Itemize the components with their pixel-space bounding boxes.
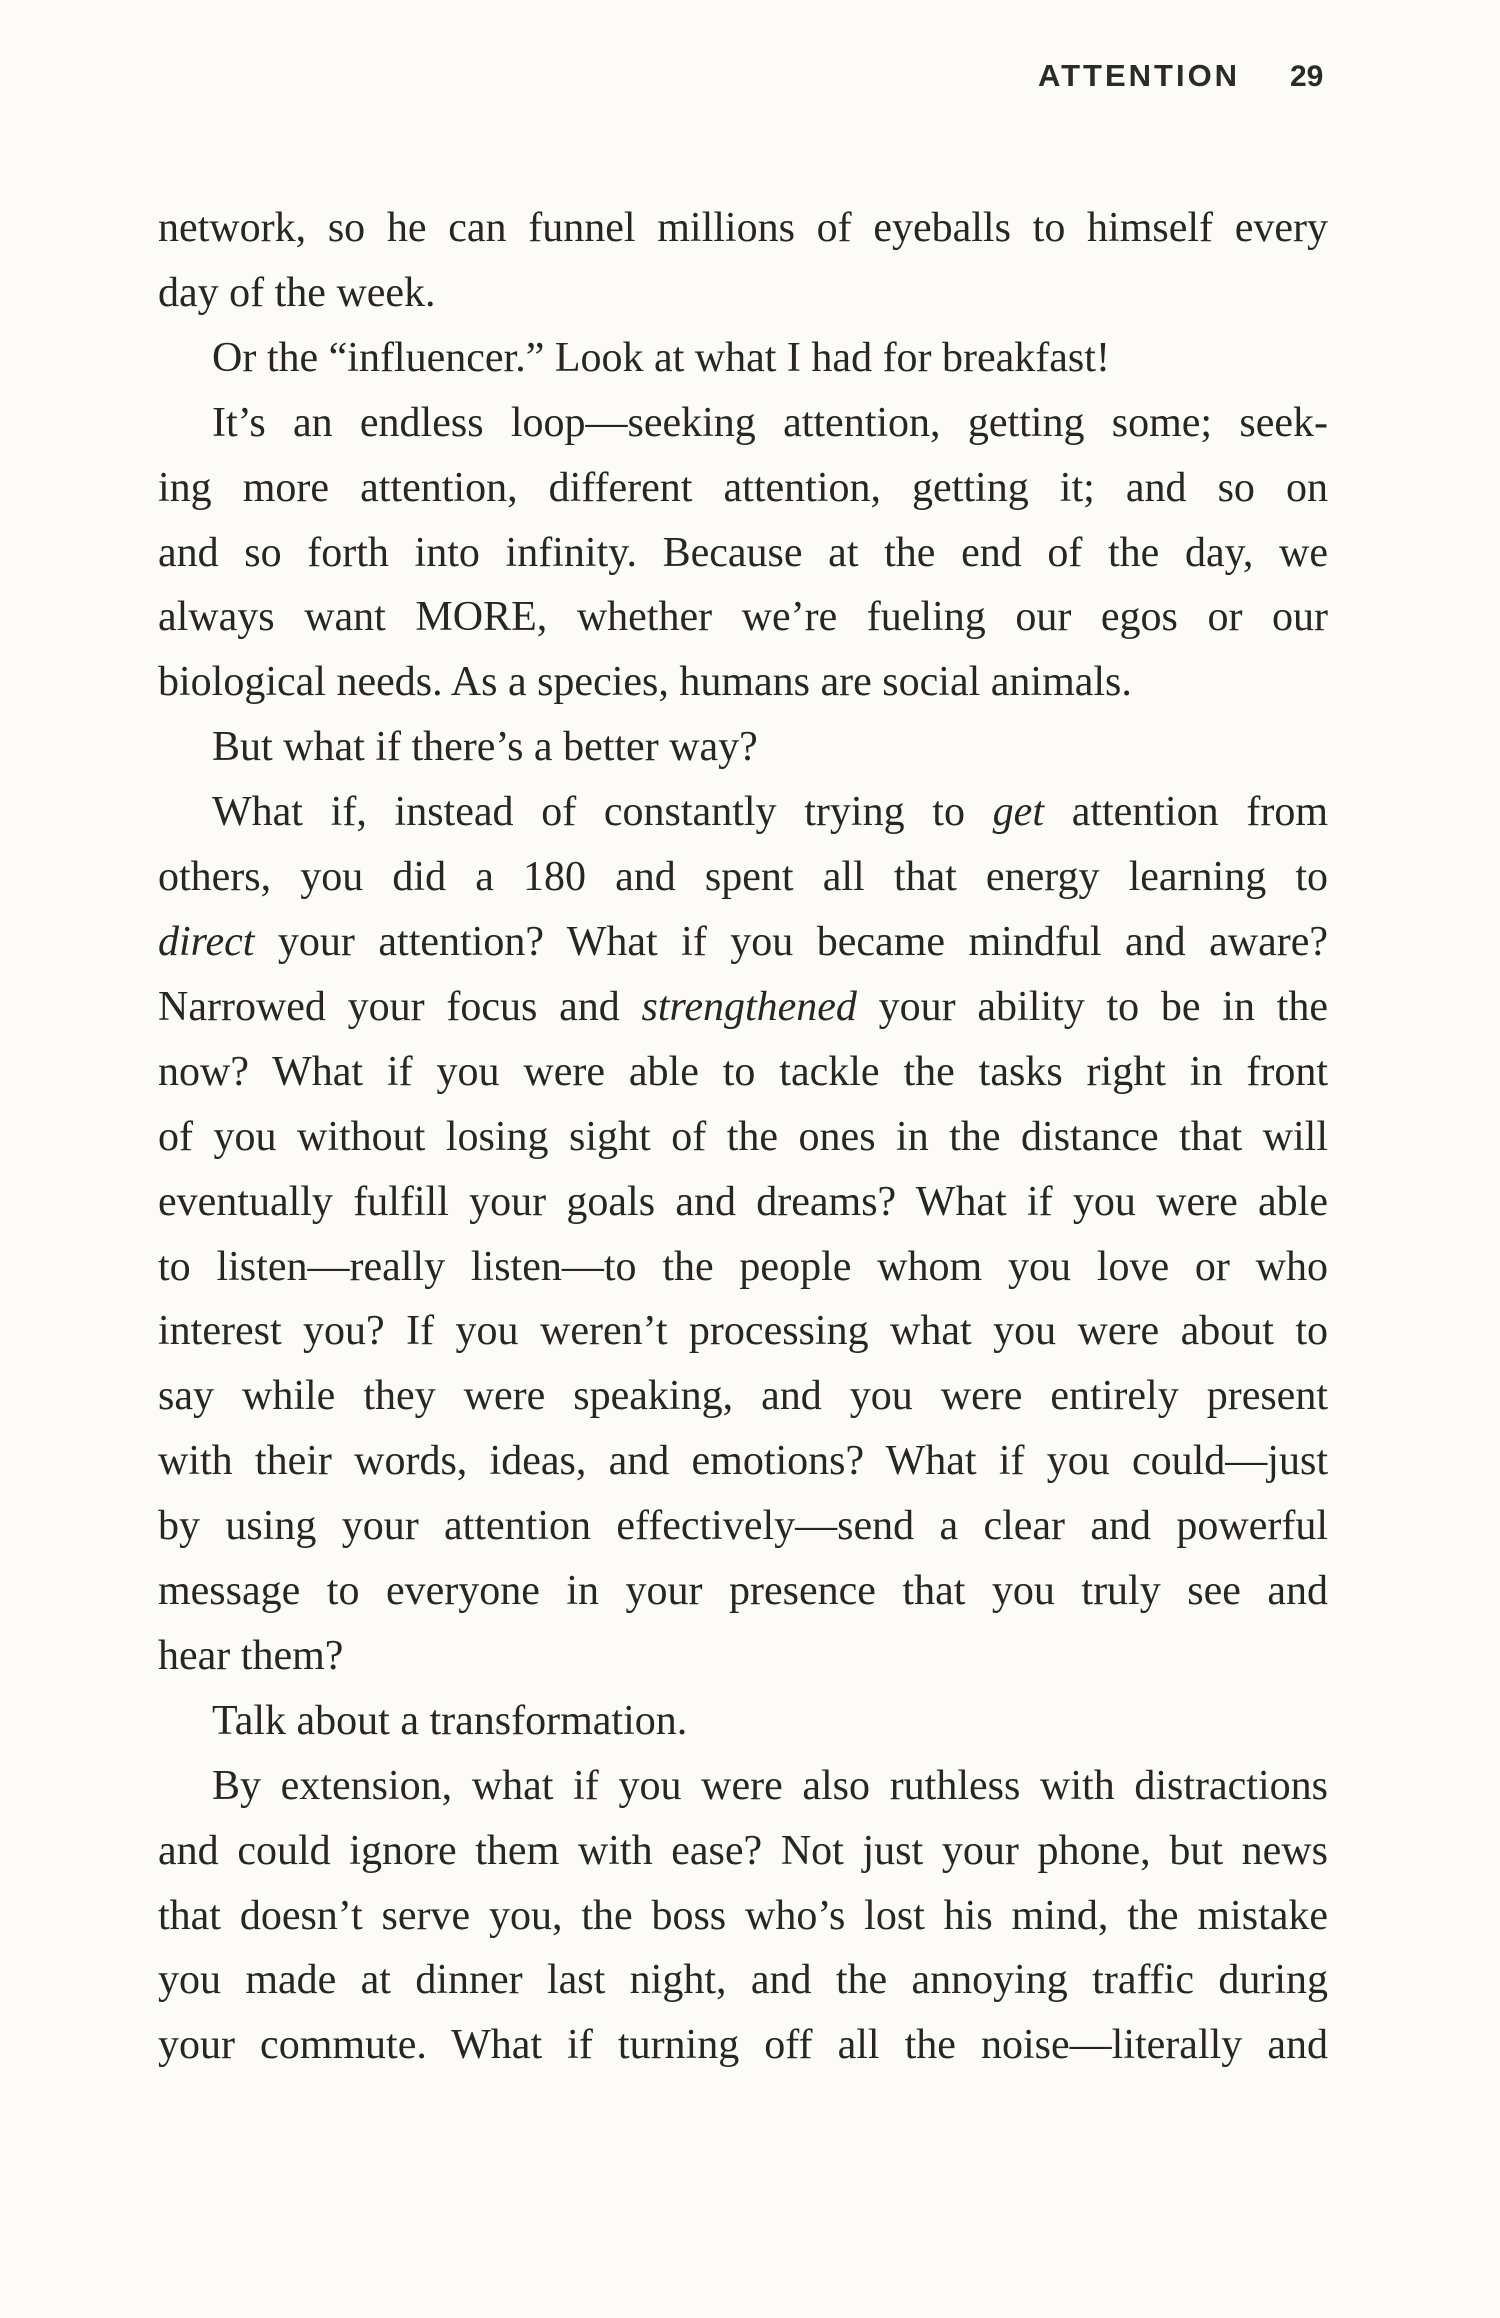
text-segment: ing more attention, different attention, getting it; and so on xyxy=(158,464,1328,511)
text-segment: your commute. What if turning off all the noise—literally and xyxy=(158,2022,1328,2069)
text-line xyxy=(158,1105,1328,1170)
text-segment: eventually fulfill your goals and dreams? What if you were able xyxy=(158,1178,1328,1225)
text-line xyxy=(158,1819,1328,1884)
text-segment: your attention? What if you became mindful and aware? xyxy=(254,918,1328,965)
text-line xyxy=(158,1494,1328,1559)
text-segment: biological needs. As a species, humans are social animals. xyxy=(158,659,1132,706)
text-segment: Narrowed your focus and xyxy=(158,983,642,1030)
text-line xyxy=(158,1624,1328,1689)
text-segment: you made at dinner last night, and the annoying traffic during xyxy=(158,1957,1328,2004)
text-segment: and could ignore them with ease? Not just your phone, but news xyxy=(158,1827,1328,1874)
text-line xyxy=(158,650,1328,715)
italic-text: strengthened xyxy=(641,983,857,1030)
text-segment: It’s an endless loop—seeking attention, getting some; seek- xyxy=(212,399,1328,446)
text-line xyxy=(158,1948,1328,2013)
page-number: 29 xyxy=(1290,60,1324,93)
text-line xyxy=(158,975,1328,1040)
text-segment: by using your attention effectively—send a clear and powerful xyxy=(158,1503,1328,1550)
text-segment: network, so he can funnel millions of eyeballs to himself every xyxy=(158,205,1328,251)
italic-text: direct xyxy=(158,918,255,965)
text-line xyxy=(158,521,1328,586)
text-segment: But what if there’s a better way? xyxy=(212,724,758,771)
text-line xyxy=(158,1364,1328,1429)
text-segment: your ability to be in the xyxy=(856,983,1328,1030)
text-line xyxy=(158,391,1328,456)
paragraph xyxy=(158,780,1328,1689)
text-line xyxy=(158,845,1328,910)
text-segment: of you without losing sight of the ones in the distance that will xyxy=(158,1113,1328,1160)
text-line xyxy=(158,1040,1328,1105)
body-text xyxy=(158,196,1328,2078)
text-segment: attention from xyxy=(1043,789,1329,836)
paragraph xyxy=(158,715,1328,780)
text-segment: Or the “influencer.” Look at what I had for breakfast! xyxy=(212,334,1110,381)
text-line xyxy=(158,1754,1328,1819)
text-segment: By extension, what if you were also ruthless with distractions xyxy=(212,1762,1328,1809)
text-segment: Talk about a transformation. xyxy=(212,1697,688,1744)
text-line xyxy=(158,196,1328,261)
text-line xyxy=(158,1689,1328,1754)
text-segment: now? What if you were able to tackle the tasks right in front xyxy=(158,1048,1328,1095)
text-segment: and so forth into infinity. Because at the end of the day, we xyxy=(158,529,1328,576)
italic-text: get xyxy=(992,789,1044,836)
paragraph xyxy=(158,1754,1328,2079)
text-segment: others, you did a 180 and spent all that energy learning to xyxy=(158,854,1328,901)
text-line xyxy=(158,910,1328,975)
text-line xyxy=(158,456,1328,521)
paragraph xyxy=(158,1689,1328,1754)
text-segment: that doesn’t serve you, the boss who’s lost his mind, the mistake xyxy=(158,1892,1328,1939)
text-line xyxy=(158,780,1328,845)
text-line xyxy=(158,1559,1328,1624)
running-head: ATTENTION xyxy=(1038,58,1241,93)
text-segment: to listen—really listen—to the people whom you love or who xyxy=(158,1243,1328,1290)
text-line xyxy=(158,326,1328,391)
text-segment: day of the week. xyxy=(158,269,436,316)
text-line xyxy=(158,2013,1328,2078)
paragraph xyxy=(158,326,1328,391)
text-segment: always want MORE, whether we’re fueling our egos or our xyxy=(158,594,1328,641)
text-segment: say while they were speaking, and you were entirely present xyxy=(158,1373,1328,1420)
paragraph xyxy=(158,196,1328,326)
text-segment: with their words, ideas, and emotions? What if you could—just xyxy=(158,1438,1328,1485)
paragraph xyxy=(158,391,1328,716)
text-line xyxy=(158,585,1328,650)
text-line xyxy=(158,1170,1328,1235)
text-segment: message to everyone in your presence that you truly see and xyxy=(158,1568,1328,1615)
text-line xyxy=(158,715,1328,780)
text-line xyxy=(158,1299,1328,1364)
text-line xyxy=(158,261,1328,326)
text-line xyxy=(158,1884,1328,1949)
text-line xyxy=(158,1235,1328,1300)
text-segment: What if, instead of constantly trying to xyxy=(212,789,993,836)
text-segment: interest you? If you weren’t processing what you were about to xyxy=(158,1308,1328,1355)
text-line xyxy=(158,1429,1328,1494)
text-segment: hear them? xyxy=(158,1632,344,1679)
